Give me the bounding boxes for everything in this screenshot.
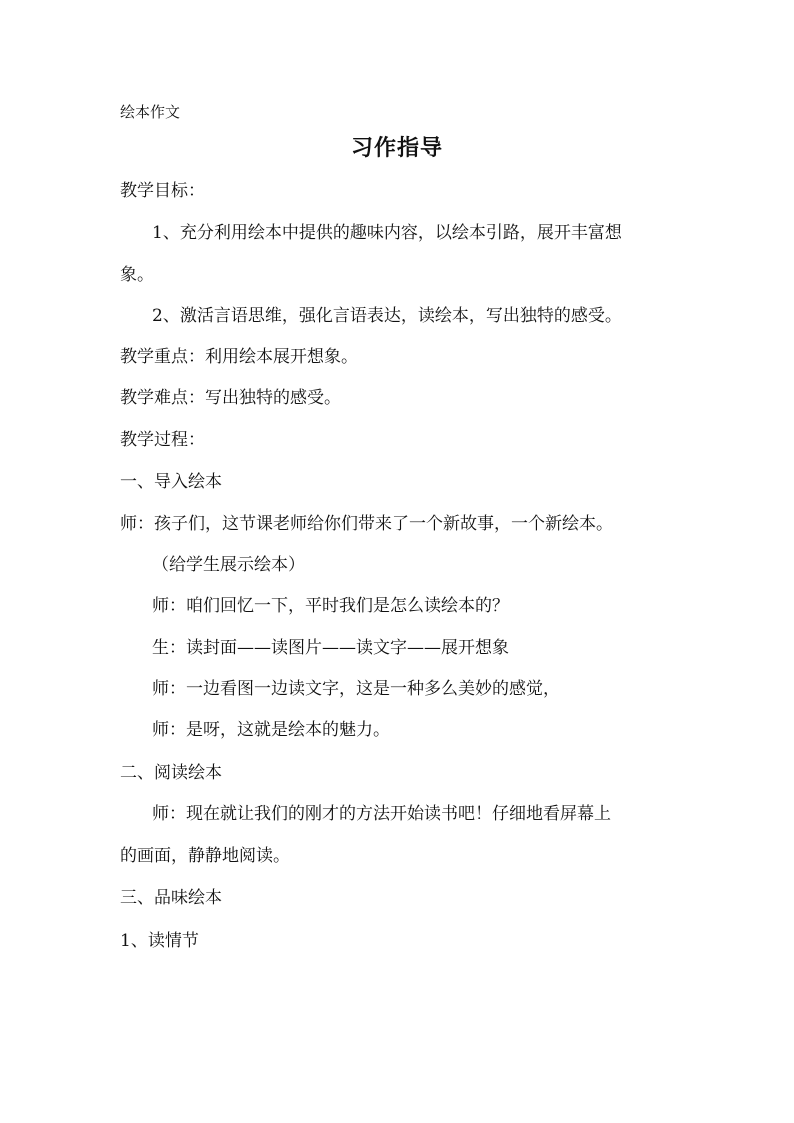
section-3-heading: 三、品味绘本 <box>120 888 222 908</box>
document-label: 绘本作文 <box>120 103 181 121</box>
section-2-paragraph-line-2: 的画面，静静地阅读。 <box>120 846 290 866</box>
section-2-paragraph-line-1: 师：现在就让我们的刚才的方法开始读书吧！仔细地看屏幕上 <box>152 804 611 824</box>
objective-1-line-1: 1、充分利用绘本中提供的趣味内容，以绘本引路，展开丰富想 <box>152 223 622 243</box>
section-1-paragraph: 师：孩子们，这节课老师给你们带来了一个新故事，一个新绘本。 <box>120 514 613 534</box>
section-1-paragraph: 师：咱们回忆一下，平时我们是怎么读绘本的？ <box>152 596 509 616</box>
process-heading: 教学过程： <box>120 430 205 450</box>
difficulty: 教学难点：写出独特的感受。 <box>120 388 341 408</box>
section-2-heading: 二、阅读绘本 <box>120 763 222 783</box>
section-1-heading: 一、导入绘本 <box>120 472 222 492</box>
key-point: 教学重点：利用绘本展开想象。 <box>120 347 358 367</box>
section-3-subheading: 1、读情节 <box>120 931 199 951</box>
section-1-paragraph: 师：是呀，这就是绘本的魅力。 <box>152 720 390 740</box>
section-1-paragraph: 生：读封面——读图片——读文字——展开想象 <box>152 638 509 658</box>
objectives-heading: 教学目标： <box>120 181 205 201</box>
objective-1-line-2: 象。 <box>120 265 154 285</box>
section-1-paragraph: 师：一边看图一边读文字，这是一种多么美妙的感觉， <box>152 679 560 699</box>
page-title: 习作指导 <box>350 136 443 161</box>
section-1-paragraph: （给学生展示绘本） <box>152 555 305 575</box>
objective-2: 2、激活言语思维，强化言语表达，读绘本，写出独特的感受。 <box>152 306 622 326</box>
